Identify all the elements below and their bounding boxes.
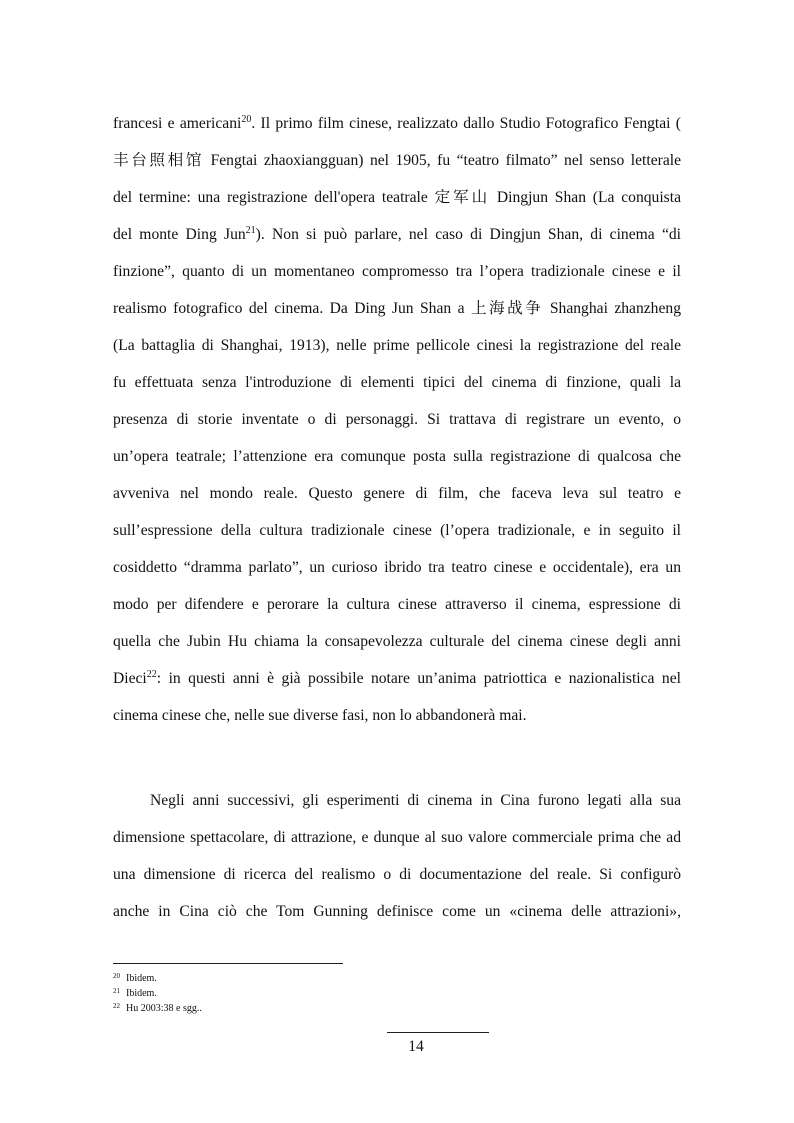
text-line: una dimensione di ricerca del realismo o di documentazione del reale. Si configurò bbox=[113, 866, 681, 883]
paragraph-2 bbox=[113, 782, 681, 930]
page-number-rule bbox=[387, 1032, 489, 1033]
text-line: cosiddetto “dramma parlato”, un curioso ibrido tra teatro cinese e occidentale), era un bbox=[113, 559, 681, 576]
text-line: del monte Ding Jun$^{21}$). Non si può parlare, nel caso di Dingjun Shan, di cinema “di bbox=[113, 225, 681, 243]
page-number: 14 bbox=[408, 1038, 424, 1055]
text-line: fu effettuata senza l'introduzione di elementi tipici del cinema di finzione, quali la bbox=[113, 374, 681, 391]
text-line: anche in Cina ciò che Tom Gunning definisce come un «cinema delle attrazioni», bbox=[113, 903, 681, 920]
text-line: un’opera teatrale; l’attenzione era comunque posta sulla registrazione di qualcosa che bbox=[113, 448, 681, 465]
text-line: Negli anni successivi, gli esperimenti di cinema in Cina furono legati alla sua bbox=[150, 792, 681, 809]
footnote-separator bbox=[113, 963, 343, 964]
text-line: realismo fotografico del cinema. Da Ding Jun Shan a 上海战争 Shanghai zhanzheng bbox=[113, 300, 681, 317]
footnote-22: 22 Hu 2003:38 e sgg.. bbox=[113, 1002, 202, 1014]
text-line: francesi e americani$^{20}$. Il primo film cinese, realizzato dallo Studio Fotografico Fengtai ( bbox=[113, 114, 681, 132]
text-line: Dieci$^{22}$: in questi anni è già possibile notare un’anima patriottica e nazionalistica nel bbox=[113, 669, 681, 687]
paragraph-1 bbox=[113, 105, 681, 734]
text-line: avveniva nel mondo reale. Questo genere di film, che faceva leva sul teatro e bbox=[113, 485, 681, 502]
text-line: modo per difendere e perorare la cultura cinese attraverso il cinema, espressione di bbox=[113, 596, 681, 613]
text-line: cinema cinese che, nelle sue diverse fasi, non lo abbandonerà mai. bbox=[113, 707, 527, 724]
text-line: sull’espressione della cultura tradizionale cinese (l’opera tradizionale, e in seguito il bbox=[113, 522, 681, 539]
footnote-ref-22[interactable]: 22 bbox=[146, 669, 157, 680]
footnote-ref-21[interactable]: 21 bbox=[245, 225, 256, 236]
text-line: presenza di storie inventate o di personaggi. Si trattava di registrare un evento, o bbox=[113, 411, 681, 428]
footnote-ref-20[interactable]: 20 bbox=[241, 114, 252, 125]
footnote-21: 21 Ibidem. bbox=[113, 987, 157, 999]
text-line: finzione”, quanto di un momentaneo compromesso tra l’opera tradizionale cinese e il bbox=[113, 263, 681, 280]
text-line: quella che Jubin Hu chiama la consapevolezza culturale del cinema cinese degli anni bbox=[113, 633, 681, 650]
text-line: dimensione spettacolare, di attrazione, e dunque al suo valore commerciale prima che ad bbox=[113, 829, 681, 846]
footnotes bbox=[113, 970, 202, 1015]
footnote-20: 20 Ibidem. bbox=[113, 972, 157, 984]
text-line: 丰台照相馆 Fengtai zhaoxiangguan) nel 1905, fu “teatro filmato” nel senso letterale bbox=[113, 152, 681, 169]
text-line: (La battaglia di Shanghai, 1913), nelle prime pellicole cinesi la registrazione del reale bbox=[113, 337, 681, 354]
text-line: del termine: una registrazione dell'opera teatrale 定军山 Dingjun Shan (La conquista bbox=[113, 189, 681, 206]
